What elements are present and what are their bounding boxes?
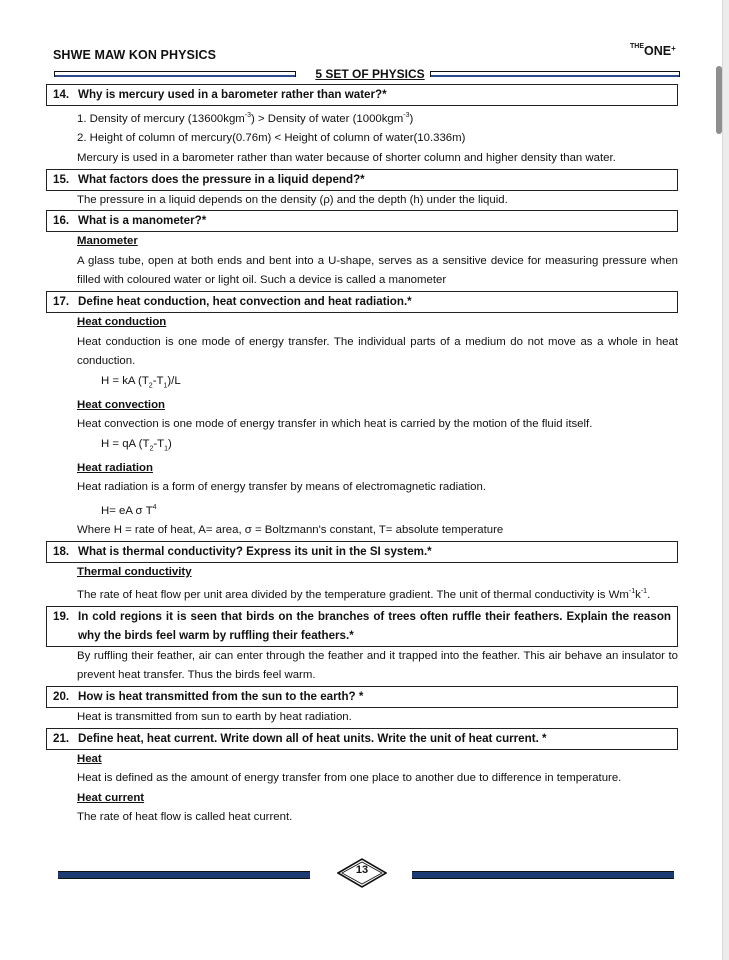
heat-convection-equation: H = qA $(T_2-T_1)$ [101, 437, 172, 453]
answer-20: Heat is transmitted from sun to earth by heat radiation. [77, 711, 352, 724]
question-21: 21. Define heat, heat current. Write down all of heat units. Write the unit of heat current. * [46, 728, 678, 750]
section-title: 5 SET OF PHYSICS [315, 67, 425, 81]
answer-15: The pressure in a liquid depends on the density (ρ) and the depth (h) under the liquid. [77, 193, 508, 206]
answer-14: 1. Density of mercury (13600kgm$^{-3}$) > Density of water (1000kgm$^{-3}$) 2. Height of column of mercury(0.76m) < Height of column of water(10.336m) Mercury is used in a barometer rather than water because of shorter column and higher density than water. [77, 112, 616, 164]
header-publisher: SHWE MAW KON PHYSICS [53, 48, 217, 62]
title-bar-right [430, 71, 680, 77]
section-title-row [54, 69, 680, 83]
question-14: 14. Why is mercury used in a barometer rather than water?* [46, 84, 678, 106]
page-number: 13 [355, 864, 369, 876]
answer-18: Thermal conductivity The rate of heat flow per unit area divided by the temperature gradient. The unit of thermal conductivity is $Wm^{-1}k^{-1}$. [77, 565, 651, 602]
qa-content [46, 84, 678, 828]
question-17: 17. Define heat conduction, heat convection and heat radiation.* [46, 291, 678, 313]
question-15: 15. What factors does the pressure in a liquid depend?* [46, 169, 678, 191]
question-16: 16. What is a manometer?* [46, 210, 678, 232]
title-bar-left [54, 71, 296, 77]
answer-17: Heat conduction Heat conduction is one mode of energy transfer. The individual parts of a medium do not move as a whole in heat conduction. H = kA $(T_2-T_1)/L$ Heat convection Heat convection is one mode of energy transfer in which heat is carried by the motion of the fluid itself. H = qA $(T_2-T_1)$ Heat radiation Heat radiation is a form of energy transfer by means of electromagnetic radiation. H= eA σ $T^4$ Where H = rate of heat, A= area, σ = Boltzmann's constant, T= absolute temperature [77, 315, 678, 537]
footer-bar-left [58, 871, 310, 879]
answer-16: Manometer A glass tube, open at both ends and bent into a U-shape, serves as a sensitive device for measuring pressure when filled with coloured water or light oil. Such a device is called a manometer [77, 235, 678, 287]
answer-21: Heat Heat is defined as the amount of energy transfer from one place to another due to difference in temperature. Heat current The rate of heat flow is called heat current. [77, 752, 622, 824]
scrollbar-thumb[interactable] [716, 66, 722, 134]
heat-conduction-equation: H = kA $(T_2-T_1)/L$ [101, 374, 181, 390]
the-one-logo: $^{THE}$ONE+ [630, 43, 676, 58]
question-18: 18. What is thermal conductivity? Express its unit in the SI system.* [46, 541, 678, 563]
question-20: 20. How is heat transmitted from the sun to the earth? * [46, 686, 678, 708]
heat-radiation-equation: H= eA σ $T^4$ [101, 503, 157, 517]
footer-bar-right [412, 871, 674, 879]
answer-19: By ruffling their feather, air can enter through the feather and it trapped into the feather. This air behave an insulator to prevent heat transfer. Thus the birds feel warm. [77, 649, 678, 682]
question-19: 19. In cold regions it is seen that birds on the branches of trees often ruffle their feathers. Explain the reason why the birds feel warm by ruffling their feathers.* [46, 606, 678, 647]
